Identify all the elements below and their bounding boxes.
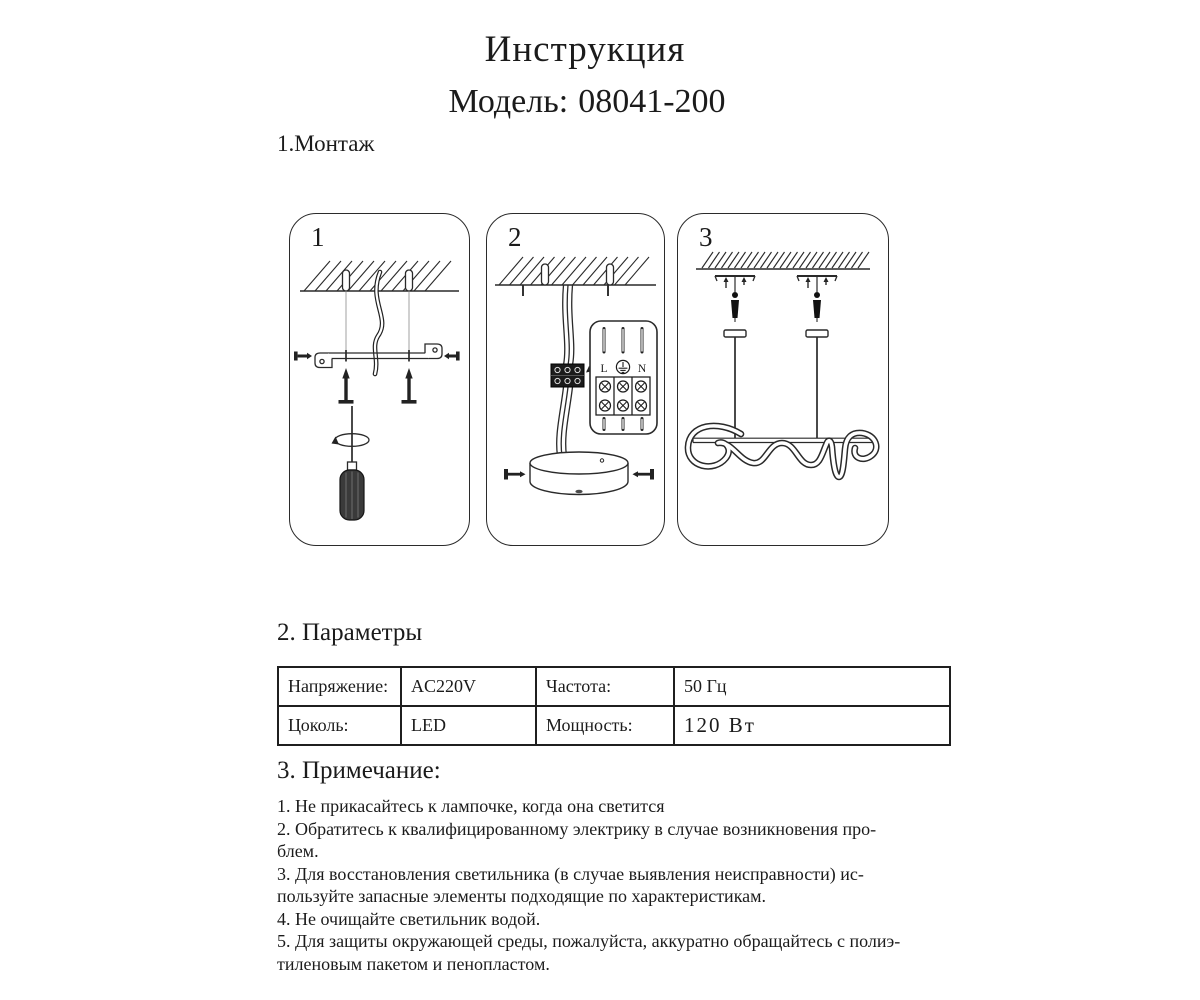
spec-label-voltage: Напряжение: [278, 667, 401, 706]
note-line: 4. Не очищайте светильник водой. [277, 908, 541, 929]
bracket-screw-right-icon [444, 352, 460, 361]
step3-diagram [678, 214, 888, 545]
note-line: тиленовым пакетом и пенопластом. [277, 953, 550, 974]
note-line: 5. Для защиты окружающей среды, пожалуйста, аккуратно обращайтесь с полиэ- [277, 931, 901, 951]
terminal-label-neutral: N [637, 363, 647, 375]
montage-step-1-panel [289, 213, 470, 546]
spec-value-voltage: AC220V [401, 667, 536, 706]
model-label: Модель: [448, 83, 569, 120]
note-line: блем. [277, 841, 319, 861]
spec-label-socket: Цоколь: [278, 706, 401, 745]
mount-screw-left-icon [339, 368, 354, 402]
step-number: 3 [699, 222, 713, 252]
table-row [278, 706, 950, 745]
montage-step-3-panel [677, 213, 889, 546]
terminal-label-line: L [600, 363, 608, 375]
bracket-ticks [523, 285, 608, 296]
note-line: 2. Обратитесь к квалифицированному электрику в случае возникновения про- [277, 818, 877, 839]
spec-label-power: Мощность: [536, 706, 674, 745]
table-row [278, 667, 950, 706]
canopy-screw-right-icon [633, 469, 655, 480]
ceiling-hatch [499, 257, 649, 285]
terminal-detail-inset [590, 321, 657, 434]
ceiling-hatch [702, 252, 869, 268]
spec-value-frequency: 50 Гц [674, 667, 950, 706]
model-line [0, 83, 1187, 121]
step2-diagram [487, 214, 664, 545]
section-notes-heading: 3. Примечание: [277, 757, 441, 784]
canopy [530, 452, 628, 495]
mounting-bracket [315, 344, 442, 368]
bracket-screw-left-icon [294, 352, 312, 361]
screwdriver-icon [332, 406, 370, 520]
hanger-left [715, 276, 755, 322]
step-number: 2 [508, 222, 522, 252]
led-tube [688, 426, 876, 477]
parameters-table [277, 666, 951, 746]
spec-value-socket: LED [401, 706, 536, 745]
section-montage-heading: 1.Монтаж [277, 131, 375, 156]
note-line: 3. Для восстановления светильника (в случае выявления неисправности) ис- [277, 863, 864, 884]
mount-screw-right-icon [402, 368, 417, 402]
terminal-block [551, 364, 584, 387]
spec-label-frequency: Частота: [536, 667, 674, 706]
document-title: Инструкция [484, 29, 686, 70]
model-value: 08041-200 [578, 83, 726, 120]
notes-list [277, 795, 947, 975]
step-number: 1 [311, 222, 325, 252]
section-parameters-heading: 2. Параметры [277, 619, 423, 646]
spec-value-power: 120 Вт [674, 706, 950, 745]
note-line: 1. Не прикасайтесь к лампочке, когда она светится [277, 796, 665, 816]
montage-step-2-panel [486, 213, 665, 546]
hanger-right [797, 276, 837, 322]
step1-diagram [290, 214, 469, 545]
note-line: пользуйте запасные элементы подходящие по характеристикам. [277, 886, 767, 906]
canopy-screw-left-icon [504, 469, 526, 480]
suspension-rods [724, 330, 828, 438]
